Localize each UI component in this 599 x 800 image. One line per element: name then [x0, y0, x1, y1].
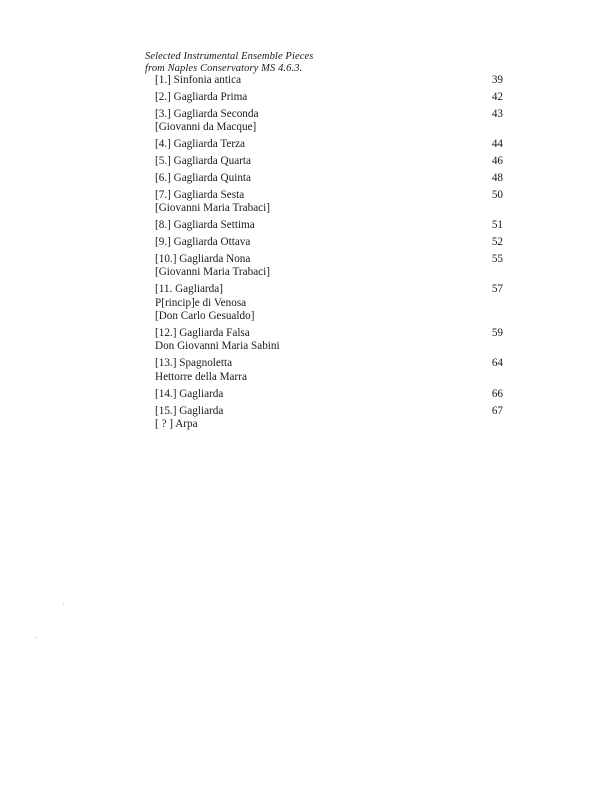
- toc-entry-title: [3.] Gagliarda Seconda: [155, 107, 259, 120]
- toc-entry: [155, 327, 503, 354]
- header-title-line-2: from Naples Conservatory MS 4.6.3.: [145, 63, 303, 74]
- toc-entry-attribution: Hettorre della Marra: [155, 370, 247, 383]
- toc-entry-page-number: 42: [491, 90, 503, 103]
- toc-entry-page-number: 67: [491, 404, 503, 417]
- toc-entry-title: [15.] Gagliarda: [155, 404, 224, 417]
- toc-entry: [155, 172, 503, 185]
- toc-entry: [155, 219, 503, 232]
- toc-entry: [155, 189, 503, 216]
- page-header: [145, 51, 313, 75]
- table-of-contents: [155, 74, 503, 435]
- toc-entry: [155, 74, 503, 87]
- toc-entry: [155, 388, 503, 401]
- toc-entry-page-number: 43: [491, 107, 503, 120]
- toc-entry-attribution: [Don Carlo Gesualdo]: [155, 310, 255, 323]
- toc-entry: [155, 91, 503, 104]
- toc-entry-title: [6.] Gagliarda Quinta: [155, 171, 251, 184]
- toc-entry-page-number: 39: [491, 74, 503, 86]
- toc-entry-title: [2.] Gagliarda Prima: [155, 90, 248, 103]
- toc-entry-title: [9.] Gagliarda Ottava: [155, 236, 251, 249]
- toc-entry-title: [7.] Gagliarda Sesta: [155, 188, 245, 201]
- scan-speck: [35, 637, 36, 638]
- toc-entry-page-number: 64: [491, 357, 503, 370]
- toc-entry: [155, 155, 503, 168]
- toc-entry-title: [5.] Gagliarda Quarta: [155, 155, 251, 168]
- header-title-line-1: Selected Instrumental Ensemble Pieces: [145, 51, 314, 62]
- toc-entry: [155, 357, 503, 384]
- toc-entry-page-number: 48: [491, 171, 503, 184]
- toc-entry: [155, 138, 503, 151]
- toc-entry-title: [11. Gagliarda]: [155, 283, 223, 296]
- toc-entry-page-number: 59: [491, 327, 503, 339]
- toc-entry-page-number: 44: [491, 138, 503, 151]
- toc-entry-attribution: [ ? ] Arpa: [155, 417, 198, 430]
- toc-entry-attribution: [Giovanni Maria Trabaci]: [155, 266, 270, 279]
- toc-entry-page-number: 52: [491, 236, 503, 249]
- toc-entry: [155, 405, 503, 432]
- toc-entry-page-number: 55: [491, 252, 503, 265]
- toc-entry-title: [4.] Gagliarda Terza: [155, 138, 246, 151]
- toc-entry-page-number: 46: [491, 155, 503, 168]
- toc-entry: [155, 108, 503, 135]
- toc-entry-attribution: Don Giovanni Maria Sabini: [155, 340, 280, 353]
- toc-entry-attribution: [Giovanni da Macque]: [155, 121, 257, 134]
- scan-speck: [63, 604, 64, 605]
- toc-entry-page-number: 57: [491, 283, 503, 296]
- toc-entry-attribution: [Giovanni Maria Trabaci]: [155, 202, 270, 215]
- toc-entry-page-number: 50: [491, 188, 503, 201]
- toc-entry-title: [13.] Spagnoletta: [155, 357, 233, 370]
- toc-entry-title: [1.] Sinfonia antica: [155, 74, 242, 86]
- toc-entry: [155, 283, 503, 323]
- toc-entry-page-number: 51: [491, 219, 503, 232]
- toc-entry-title: [10.] Gagliarda Nona: [155, 252, 251, 265]
- toc-entry-title: [12.] Gagliarda Falsa: [155, 327, 250, 339]
- toc-entry-title: [8.] Gagliarda Settima: [155, 219, 255, 232]
- toc-entry: [155, 253, 503, 280]
- toc-entry-attribution: P[rincip]e di Venosa: [155, 296, 247, 309]
- toc-entry: [155, 236, 503, 249]
- toc-entry-title: [14.] Gagliarda: [155, 387, 224, 400]
- toc-entry-page-number: 66: [491, 387, 503, 400]
